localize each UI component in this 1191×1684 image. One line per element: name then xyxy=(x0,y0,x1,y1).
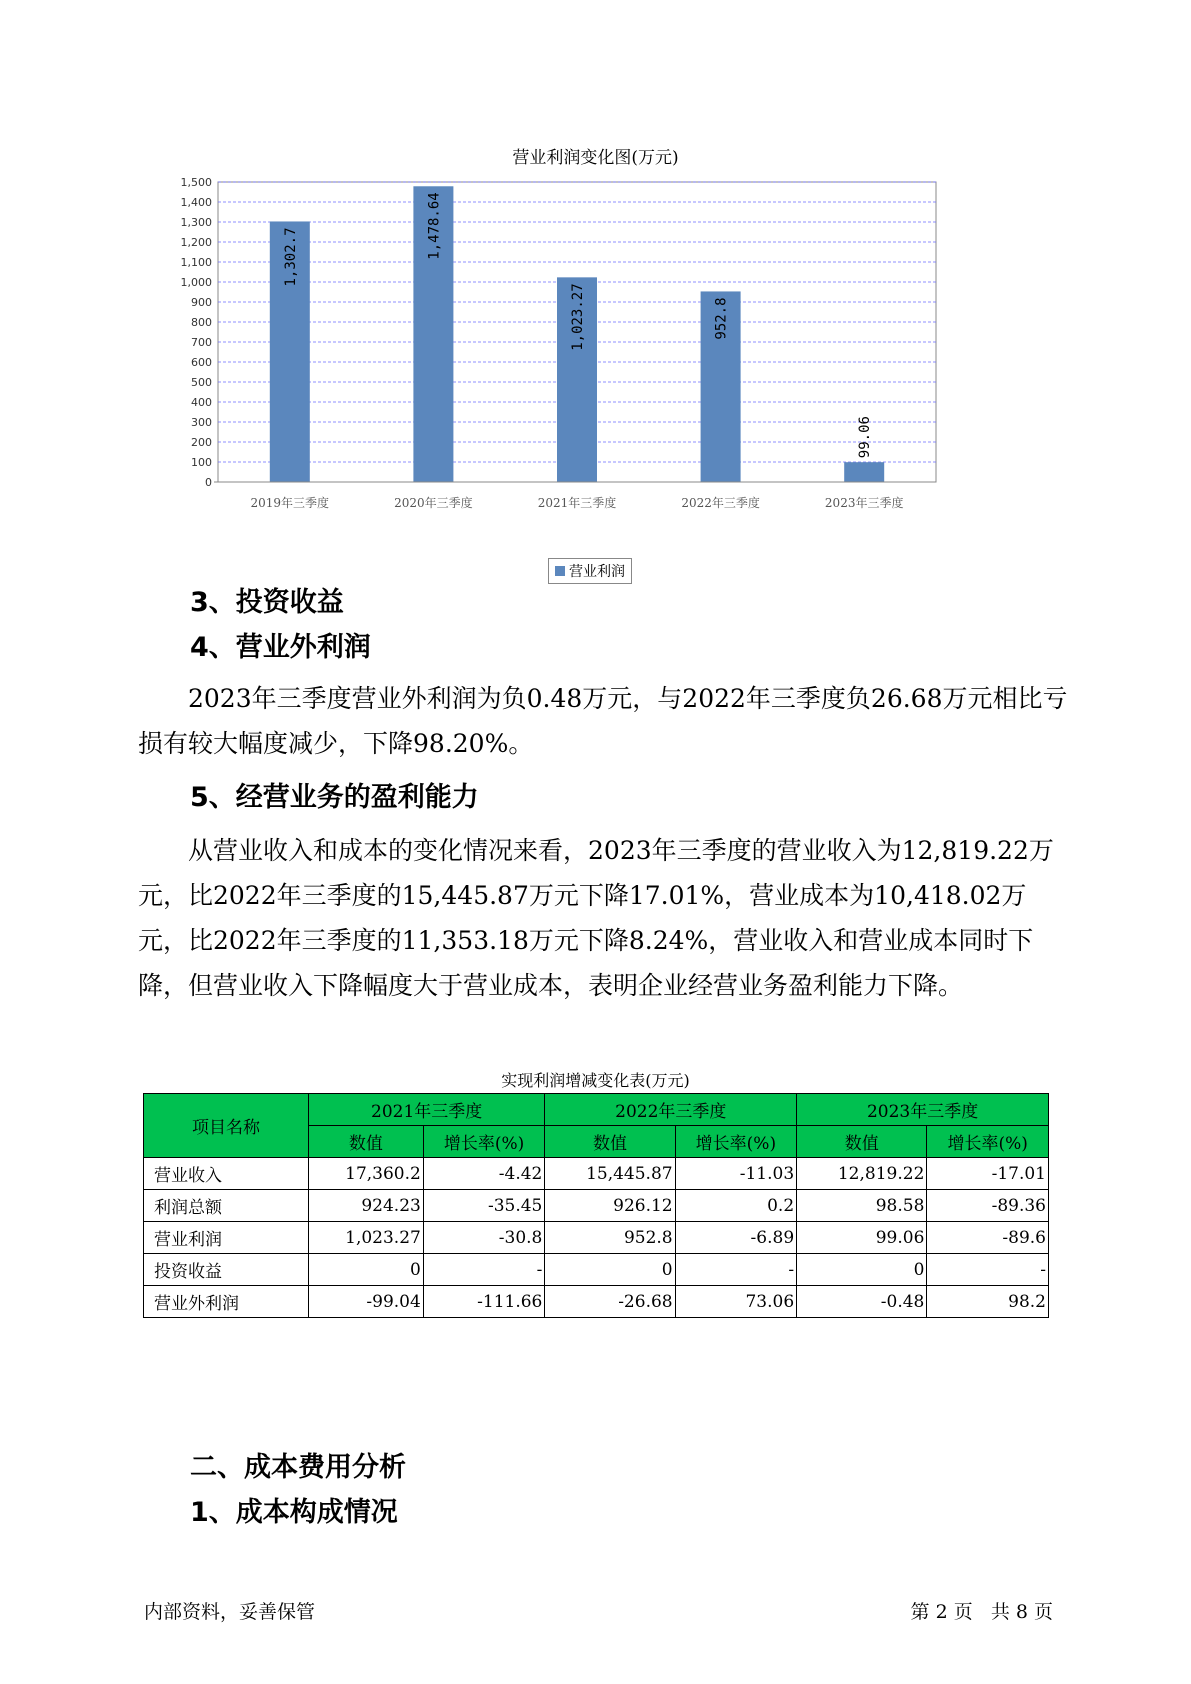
heading-profitability: 5、经营业务的盈利能力 xyxy=(190,782,479,813)
table-cell: -111.66 xyxy=(423,1286,545,1318)
table-cell: -89.6 xyxy=(927,1222,1049,1254)
sub-header-value: 数值 xyxy=(309,1126,424,1158)
bar xyxy=(844,462,884,482)
table-row xyxy=(144,1222,1049,1254)
heading-cost-analysis: 二、成本费用分析 xyxy=(190,1452,406,1483)
y-tick-label: 1,400 xyxy=(180,196,212,209)
table-cell: - xyxy=(423,1254,545,1286)
table-cell: -89.36 xyxy=(927,1190,1049,1222)
sub-header-value: 数值 xyxy=(797,1126,927,1158)
x-tick-label: 2019年三季度 xyxy=(250,496,330,510)
table-cell: 73.06 xyxy=(675,1286,797,1318)
col-item-header: 项目名称 xyxy=(144,1094,309,1158)
row-label: 营业收入 xyxy=(144,1158,309,1190)
period-header: 2021年三季度 xyxy=(309,1094,545,1126)
y-tick-label: 100 xyxy=(191,456,212,469)
table-cell: 0 xyxy=(797,1254,927,1286)
table-cell: 17,360.2 xyxy=(309,1158,424,1190)
row-label: 营业外利润 xyxy=(144,1286,309,1318)
bar-value-label: 1,478.64 xyxy=(426,192,443,260)
heading-cost-composition: 1、成本构成情况 xyxy=(190,1497,398,1528)
y-tick-label: 1,300 xyxy=(180,216,212,229)
table-cell: -4.42 xyxy=(423,1158,545,1190)
x-tick-label: 2020年三季度 xyxy=(394,496,473,510)
table-cell: 98.2 xyxy=(927,1286,1049,1318)
heading-non-operating-profit: 4、营业外利润 xyxy=(190,632,371,663)
table-cell: -11.03 xyxy=(675,1158,797,1190)
table-cell: 0 xyxy=(309,1254,424,1286)
x-tick-label: 2021年三季度 xyxy=(537,496,617,510)
y-tick-label: 1,500 xyxy=(180,176,212,189)
sub-header-growth: 增长率(%) xyxy=(675,1126,797,1158)
y-tick-label: 200 xyxy=(191,436,212,449)
table-cell: - xyxy=(675,1254,797,1286)
bar-value-label: 99.06 xyxy=(857,416,874,459)
bar-value-label: 1,023.27 xyxy=(570,283,586,351)
y-tick-label: 900 xyxy=(191,296,212,309)
row-label: 利润总额 xyxy=(144,1190,309,1222)
table-cell: -26.68 xyxy=(545,1286,675,1318)
row-label: 营业利润 xyxy=(144,1222,309,1254)
table-cell: 924.23 xyxy=(309,1190,424,1222)
x-tick-label: 2022年三季度 xyxy=(681,496,760,510)
y-tick-label: 300 xyxy=(191,416,212,429)
table-cell: - xyxy=(927,1254,1049,1286)
sub-header-growth: 增长率(%) xyxy=(423,1126,545,1158)
table-row xyxy=(144,1286,1049,1318)
table-row xyxy=(144,1190,1049,1222)
y-tick-label: 1,000 xyxy=(180,276,212,289)
table-cell: 12,819.22 xyxy=(797,1158,927,1190)
profit-change-table xyxy=(143,1093,1049,1318)
table-row xyxy=(144,1158,1049,1190)
y-tick-label: 1,200 xyxy=(180,236,212,249)
table-title: 实现利润增减变化表(万元) xyxy=(501,1071,690,1090)
footer-confidential: 内部资料，妥善保管 xyxy=(144,1601,316,1623)
table-cell: -99.04 xyxy=(309,1286,424,1318)
table-cell: 1,023.27 xyxy=(309,1222,424,1254)
row-label: 投资收益 xyxy=(144,1254,309,1286)
legend-swatch xyxy=(555,566,565,576)
table-cell: 15,445.87 xyxy=(545,1158,675,1190)
y-tick-label: 500 xyxy=(191,376,212,389)
profit-bar-chart xyxy=(160,172,940,510)
table-cell: -17.01 xyxy=(927,1158,1049,1190)
table-cell: 98.58 xyxy=(797,1190,927,1222)
paragraph-profitability: 从营业收入和成本的变化情况来看，2023年三季度的营业收入为12,819.22万元，比2022年三季度的15,445.87万元下降17.01%，营业成本为10,418.02万元，比2022年三季度的11,353.18万元下降8.24%，营业收入和营业成本同时下降，但营业收入下降幅度大于营业成本，表明企业经营业务盈利能力下降。 xyxy=(138,836,1054,1000)
table-cell: 0.2 xyxy=(675,1190,797,1222)
sub-header-value: 数值 xyxy=(545,1126,675,1158)
bar-value-label: 952.8 xyxy=(713,297,730,340)
x-tick-label: 2023年三季度 xyxy=(824,496,904,510)
table-cell: 99.06 xyxy=(797,1222,927,1254)
bar-value-label: 1,302.7 xyxy=(282,227,299,287)
y-tick-label: 400 xyxy=(191,396,212,409)
table-cell: 926.12 xyxy=(545,1190,675,1222)
table-cell: -6.89 xyxy=(675,1222,797,1254)
table-cell: -35.45 xyxy=(423,1190,545,1222)
table-row xyxy=(144,1254,1049,1286)
heading-investment-income: 3、投资收益 xyxy=(190,587,344,618)
chart-title: 营业利润变化图(万元) xyxy=(512,148,679,168)
sub-header-growth: 增长率(%) xyxy=(927,1126,1049,1158)
paragraph-non-operating-profit: 2023年三季度营业外利润为负0.48万元，与2022年三季度负26.68万元相比亏损有较大幅度减少，下降98.20%。 xyxy=(138,684,1068,758)
chart-legend xyxy=(548,558,632,584)
table-cell: -0.48 xyxy=(797,1286,927,1318)
table-cell: -30.8 xyxy=(423,1222,545,1254)
y-tick-label: 600 xyxy=(191,356,212,369)
table-cell: 0 xyxy=(545,1254,675,1286)
y-tick-label: 800 xyxy=(191,316,212,329)
y-tick-label: 700 xyxy=(191,336,212,349)
table-cell: 952.8 xyxy=(545,1222,675,1254)
period-header: 2023年三季度 xyxy=(797,1094,1049,1126)
legend-label: 营业利润 xyxy=(569,564,625,580)
y-tick-label: 1,100 xyxy=(180,256,212,269)
footer-page-number: 第 2 页 共 8 页 xyxy=(910,1601,1053,1623)
period-header: 2022年三季度 xyxy=(545,1094,797,1126)
y-tick-label: 0 xyxy=(205,476,212,489)
